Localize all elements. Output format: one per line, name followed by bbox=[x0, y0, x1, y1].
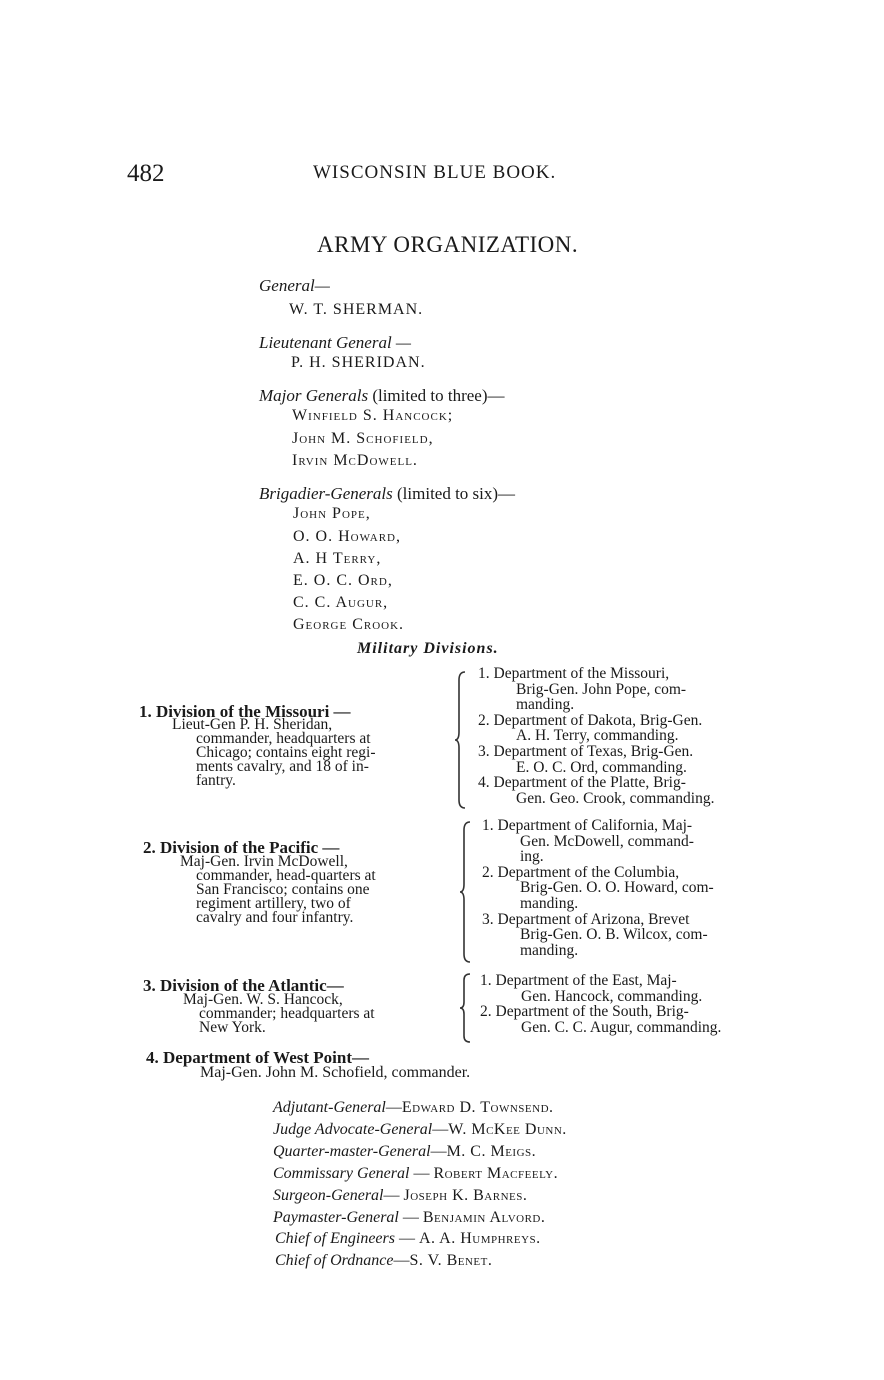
department-line: manding. bbox=[516, 696, 575, 714]
staff-role: Judge Advocate-General bbox=[273, 1121, 433, 1138]
staff-entry: Judge Advocate-General—W. McKee Dunn. bbox=[273, 1121, 567, 1138]
description-line: Maj-Gen. W. S. Hancock, bbox=[183, 991, 343, 1008]
description-line: New York. bbox=[199, 1019, 266, 1036]
department-line: manding. bbox=[520, 941, 579, 959]
staff-role: Paymaster-General bbox=[273, 1209, 399, 1226]
section-title: ARMY ORGANIZATION. bbox=[317, 232, 579, 257]
page-number: 482 bbox=[127, 160, 165, 187]
rank-label-major-generals: Major Generals bbox=[259, 386, 369, 405]
staff-name: A. A. Humphreys. bbox=[418, 1230, 541, 1247]
staff-entry: Quarter-master-General—M. C. Meigs. bbox=[273, 1143, 537, 1160]
major-general-name: Irvin McDowell. bbox=[292, 452, 418, 469]
brigadier-general-name: E. O. C. Ord, bbox=[293, 572, 393, 589]
division-title: 3. Division of the Atlantic— bbox=[143, 976, 344, 995]
staff-role: Commissary General bbox=[273, 1165, 410, 1182]
staff-entry: Paymaster-General — Benjamin Alvord. bbox=[273, 1209, 546, 1226]
department-line: manding. bbox=[520, 894, 579, 912]
description-line: San Francisco; contains one bbox=[196, 881, 370, 898]
staff-role: Adjutant-General bbox=[273, 1099, 386, 1116]
department-line: Brig-Gen. John Pope, com- bbox=[516, 680, 687, 698]
division-title: 2. Division of the Pacific — bbox=[143, 838, 340, 857]
description-line: regiment artillery, two of bbox=[196, 895, 351, 912]
department-line: A. H. Terry, commanding. bbox=[516, 727, 679, 745]
staff-role: Chief of Ordnance bbox=[275, 1252, 394, 1269]
major-general-name: Winfield S. Hancock; bbox=[292, 407, 454, 424]
staff-name: W. McKee Dunn. bbox=[448, 1121, 567, 1138]
department-line: Gen. Geo. Crook, commanding. bbox=[516, 789, 715, 807]
department-line: 1. Department of the East, Maj- bbox=[480, 972, 677, 989]
brigadier-general-name: George Crook. bbox=[293, 616, 405, 633]
department-line: Gen. C. C. Augur, commanding. bbox=[521, 1018, 722, 1036]
lieutenant-general-name: P. H. SHERIDAN. bbox=[291, 354, 426, 371]
staff-name: Joseph K. Barnes. bbox=[403, 1187, 528, 1204]
staff-role: Chief of Engineers bbox=[275, 1230, 395, 1247]
brace bbox=[459, 820, 473, 964]
department-list bbox=[480, 973, 721, 1035]
description-line: fantry. bbox=[196, 772, 236, 789]
department-list bbox=[478, 666, 714, 806]
department-list bbox=[482, 818, 714, 958]
staff-role: Quarter-master-General bbox=[273, 1143, 431, 1160]
department-line: 4. Department of the Platte, Brig- bbox=[478, 774, 686, 792]
brace bbox=[454, 670, 468, 810]
department-line: 3. Department of Texas, Brig-Gen. bbox=[478, 742, 694, 760]
department-line: Gen. Hancock, commanding. bbox=[521, 987, 703, 1005]
description-line: commander, head-quarters at bbox=[196, 867, 376, 884]
rank-label-general: General— bbox=[259, 276, 330, 295]
west-point-title: 4. Department of West Point— bbox=[146, 1048, 370, 1067]
description-line: Chicago; contains eight regi- bbox=[196, 744, 376, 761]
staff-entry: Adjutant-General—Edward D. Townsend. bbox=[273, 1099, 554, 1116]
department-line: 2. Department of the Columbia, bbox=[482, 863, 680, 881]
description-line: ments cavalry, and 18 of in- bbox=[196, 758, 369, 775]
department-line: Brig-Gen. O. O. Howard, com- bbox=[520, 879, 714, 897]
staff-role: Surgeon-General bbox=[273, 1187, 384, 1204]
department-line: Brig-Gen. O. B. Wilcox, com- bbox=[520, 926, 708, 944]
department-line: 1. Department of the Missouri, bbox=[478, 665, 670, 682]
description-line: commander; headquarters at bbox=[199, 1005, 375, 1022]
staff-name: M. C. Meigs. bbox=[446, 1143, 537, 1160]
department-line: ing. bbox=[520, 848, 544, 866]
department-line: 3. Department of Arizona, Brevet bbox=[482, 910, 690, 928]
brigadier-generals-heading bbox=[259, 484, 515, 504]
division-description bbox=[172, 718, 376, 788]
staff-entry: Surgeon-General— Joseph K. Barnes. bbox=[273, 1187, 528, 1204]
description-line: Lieut-Gen P. H. Sheridan, bbox=[172, 716, 333, 733]
department-line: 2. Department of Dakota, Brig-Gen. bbox=[478, 711, 703, 729]
division-title: 1. Division of the Missouri — bbox=[139, 702, 351, 721]
rank-label-brigadier-generals: Brigadier-Generals bbox=[259, 484, 393, 503]
running-title: WISCONSIN BLUE BOOK. bbox=[313, 162, 557, 183]
description-line: cavalry and four infantry. bbox=[196, 909, 354, 926]
major-general-name: John M. Schofield, bbox=[292, 430, 434, 447]
brigadier-general-name: A. H Terry, bbox=[293, 550, 382, 567]
staff-name: Edward D. Townsend. bbox=[401, 1099, 554, 1116]
department-line: E. O. C. Ord, commanding. bbox=[516, 758, 687, 776]
general-name: W. T. SHERMAN. bbox=[289, 301, 424, 318]
staff-name: S. V. Benet. bbox=[409, 1252, 493, 1269]
department-line: 2. Department of the South, Brig- bbox=[480, 1003, 689, 1021]
rank-label-lieutenant-general: Lieutenant General — bbox=[259, 333, 412, 352]
military-divisions-heading: Military Divisions. bbox=[357, 640, 499, 657]
west-point-commander: Maj-Gen. John M. Schofield, commander. bbox=[200, 1064, 471, 1081]
brigadier-general-name: John Pope, bbox=[293, 505, 371, 522]
division-description bbox=[183, 993, 375, 1035]
brigadier-general-name: O. O. Howard, bbox=[293, 528, 401, 545]
staff-entry: Commissary General — Robert Macfeely. bbox=[273, 1165, 559, 1182]
department-line: Gen. McDowell, command- bbox=[520, 832, 694, 850]
description-line: commander, headquarters at bbox=[196, 730, 371, 747]
brigadier-general-name: C. C. Augur, bbox=[293, 594, 389, 611]
division-description bbox=[180, 855, 376, 925]
rank-limit-note: (limited to three)— bbox=[372, 386, 505, 405]
staff-name: Robert Macfeely. bbox=[433, 1165, 559, 1182]
staff-entry: Chief of Engineers — A. A. Humphreys. bbox=[275, 1230, 541, 1247]
department-line: 1. Department of California, Maj- bbox=[482, 817, 693, 834]
major-generals-heading bbox=[259, 386, 505, 406]
staff-entry: Chief of Ordnance—S. V. Benet. bbox=[275, 1252, 493, 1269]
rank-limit-note: (limited to six)— bbox=[397, 484, 516, 503]
brace bbox=[459, 972, 473, 1044]
description-line: Maj-Gen. Irvin McDowell, bbox=[180, 853, 348, 870]
staff-name: Benjamin Alvord. bbox=[422, 1209, 546, 1226]
